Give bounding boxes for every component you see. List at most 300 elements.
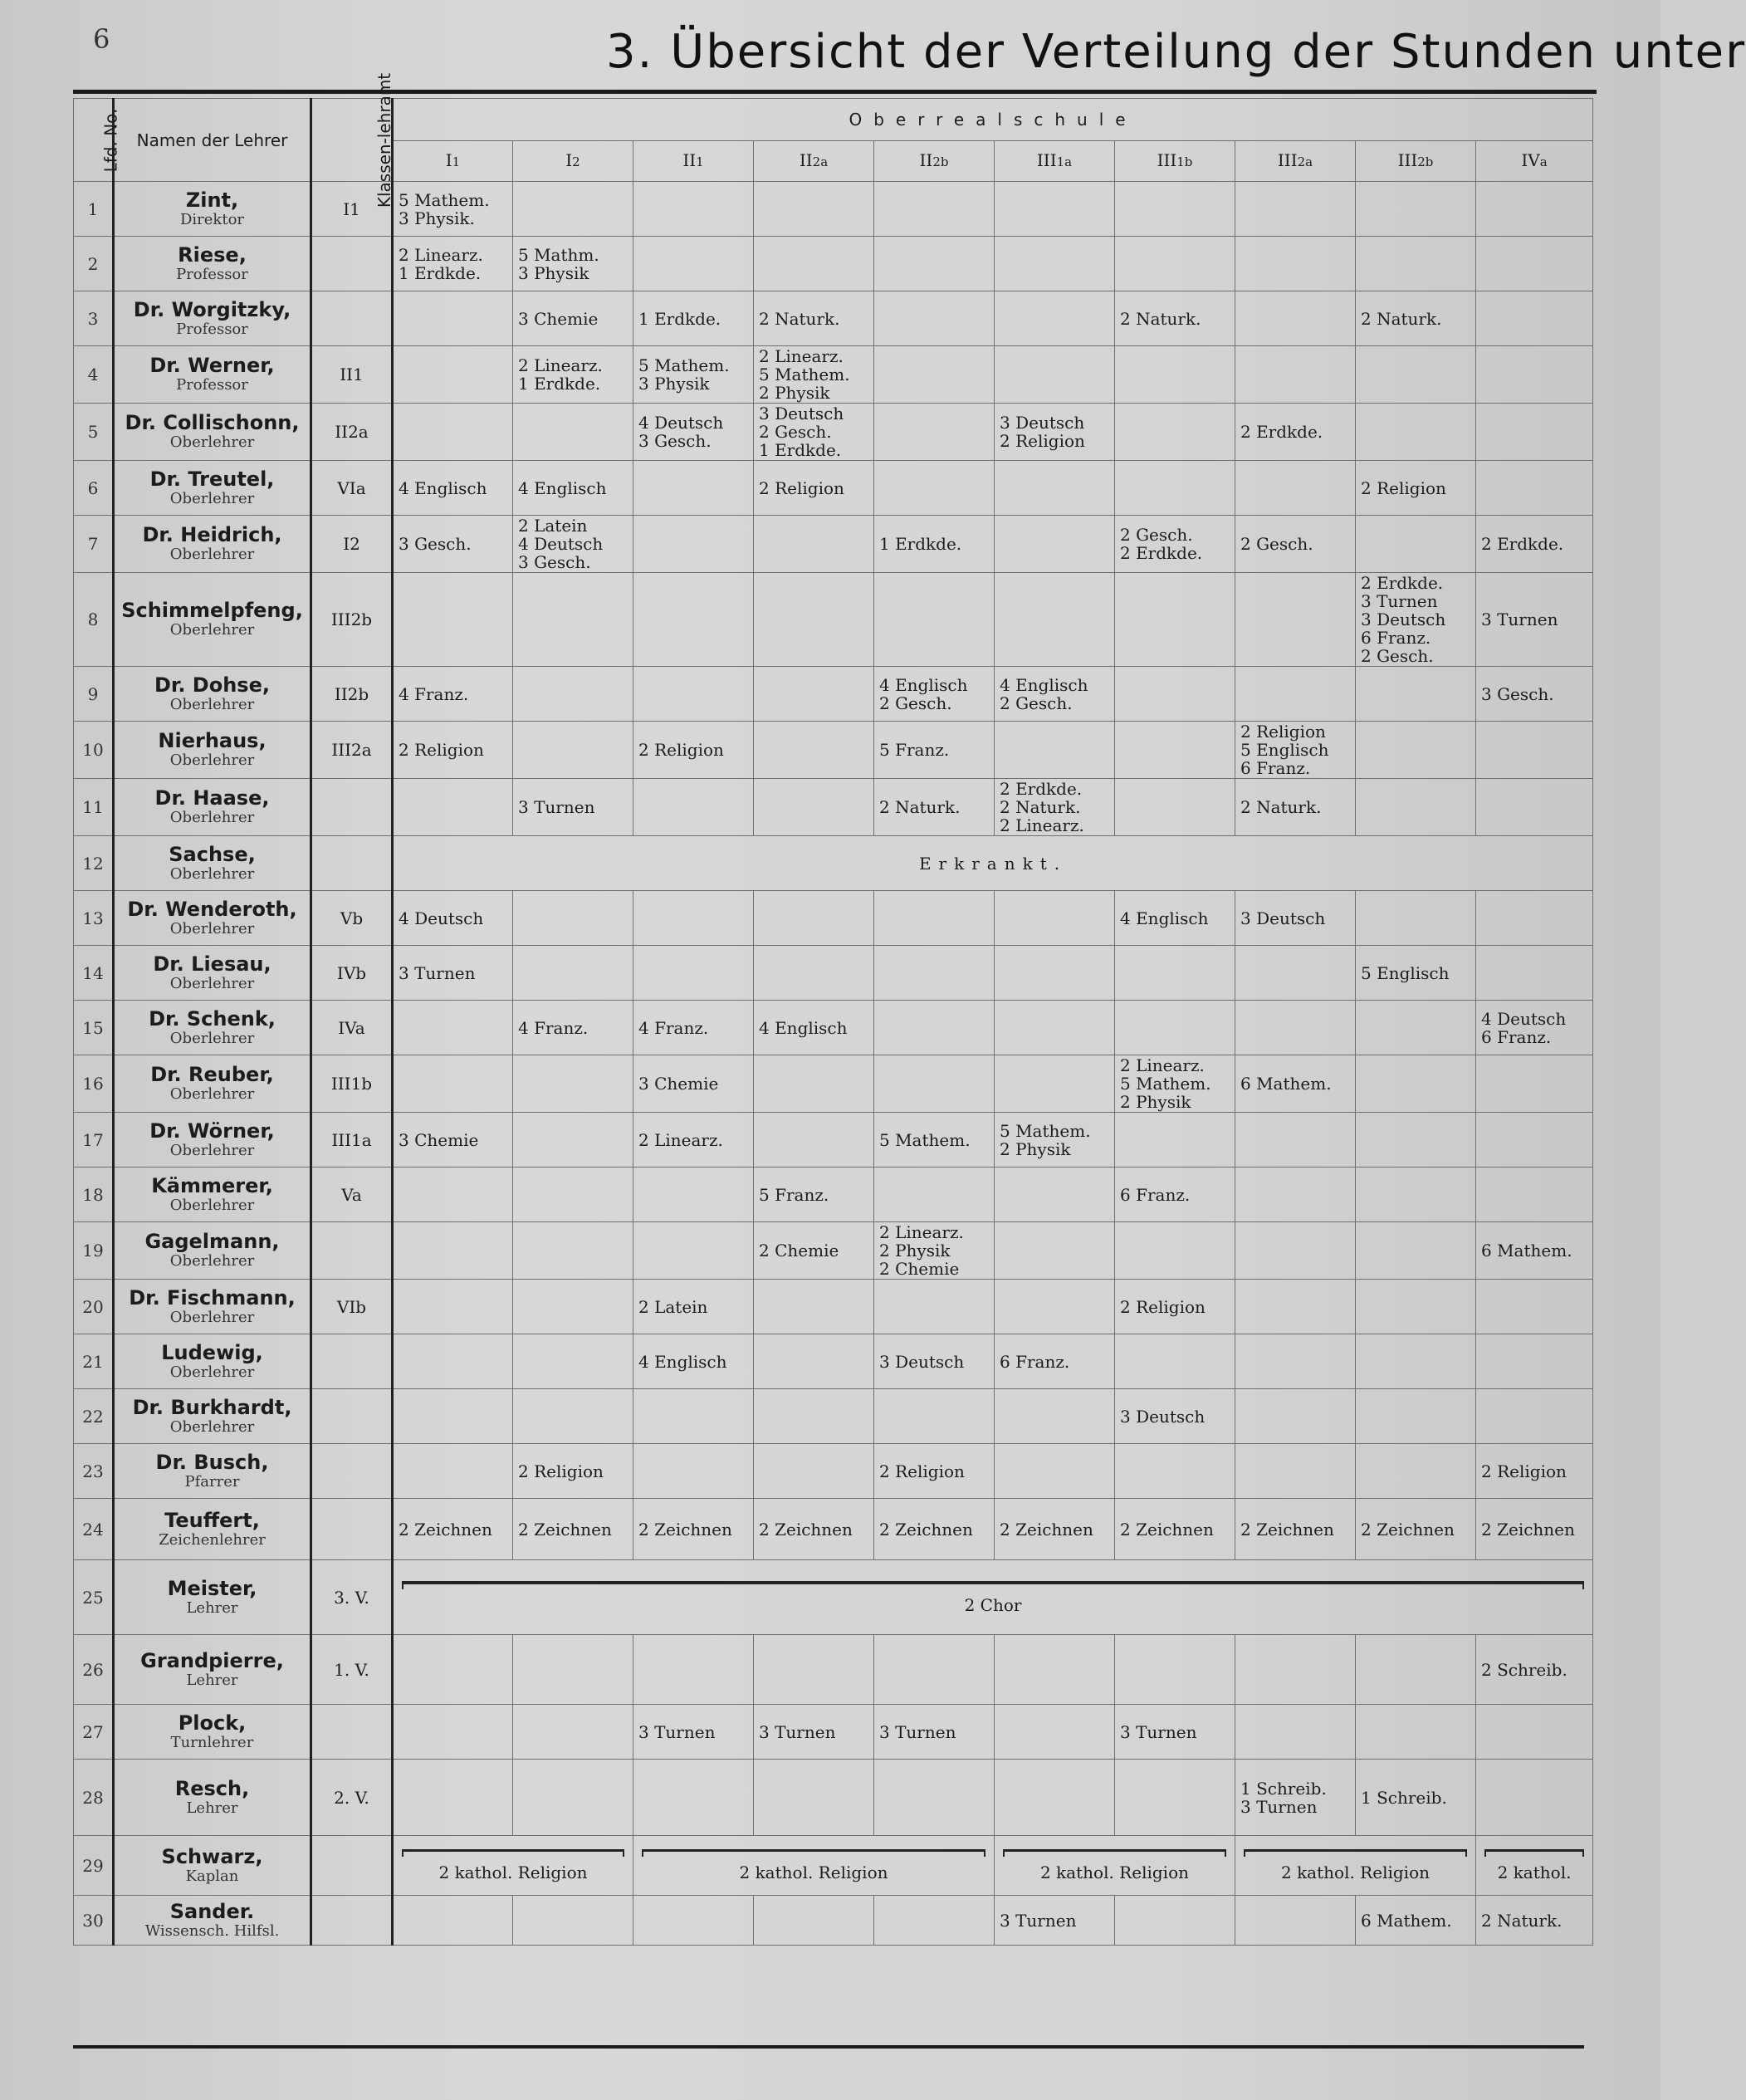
lesson-cell bbox=[1476, 1167, 1593, 1222]
lesson-cell: 6 Mathem. bbox=[1476, 1222, 1593, 1280]
lesson-cell bbox=[1115, 1635, 1235, 1705]
klassenlehramt-cell: VIb bbox=[311, 1280, 393, 1334]
lesson-cell bbox=[1115, 346, 1235, 404]
lesson-cell bbox=[393, 1760, 513, 1836]
row-number: 28 bbox=[74, 1760, 114, 1836]
lesson-cell: 3 Turnen bbox=[754, 1705, 874, 1760]
table-row bbox=[74, 291, 1593, 346]
lesson-cell bbox=[1356, 516, 1476, 573]
class-header-main: II bbox=[682, 150, 697, 170]
lesson-cell bbox=[995, 573, 1115, 667]
lesson-cell bbox=[754, 182, 874, 237]
table-row bbox=[74, 516, 1593, 573]
table-row bbox=[74, 1560, 1593, 1635]
teacher-cell bbox=[114, 836, 311, 891]
row-number: 27 bbox=[74, 1705, 114, 1760]
class-header bbox=[1235, 141, 1356, 182]
klassenlehramt-cell: III1b bbox=[311, 1055, 393, 1113]
klassenlehramt-cell: III2b bbox=[311, 573, 393, 667]
lesson-cell: 3 Turnen bbox=[393, 946, 513, 1001]
lesson-cell: 2 Zeichnen bbox=[513, 1499, 633, 1560]
lesson-cell bbox=[513, 573, 633, 667]
lesson-cell bbox=[1235, 1444, 1356, 1499]
class-header bbox=[633, 141, 754, 182]
teacher-cell bbox=[114, 1055, 311, 1113]
lesson-cell bbox=[393, 1896, 513, 1946]
teacher-cell bbox=[114, 461, 311, 516]
teacher-role: Oberlehrer bbox=[169, 1029, 255, 1047]
lesson-cell: 2 Erdkde. 3 Turnen 3 Deutsch 6 Franz. 2 Gesch. bbox=[1356, 573, 1476, 667]
lesson-cell bbox=[1235, 1334, 1356, 1389]
lesson-cell: 4 Franz. bbox=[513, 1001, 633, 1055]
lesson-cell bbox=[1235, 1113, 1356, 1167]
lesson-cell bbox=[995, 1444, 1115, 1499]
table-row bbox=[74, 946, 1593, 1001]
spanning-note bbox=[393, 836, 1593, 891]
teacher-cell bbox=[114, 946, 311, 1001]
table-row bbox=[74, 1001, 1593, 1055]
lesson-cell bbox=[754, 1389, 874, 1444]
teacher-name: Dr. Fischmann, bbox=[129, 1285, 296, 1309]
lesson-cell bbox=[874, 237, 995, 291]
lesson-cell bbox=[1356, 1001, 1476, 1055]
row-number: 7 bbox=[74, 516, 114, 573]
lesson-cell: 3 Turnen bbox=[1476, 573, 1593, 667]
lesson-cell bbox=[633, 1760, 754, 1836]
lesson-cell bbox=[1476, 946, 1593, 1001]
lesson-cell bbox=[1115, 461, 1235, 516]
klassenlehramt-cell bbox=[311, 237, 393, 291]
class-header-sub: a bbox=[1539, 154, 1548, 169]
lesson-cell: 4 Englisch 2 Gesch. bbox=[995, 667, 1115, 722]
teacher-role: Oberlehrer bbox=[169, 489, 255, 507]
lesson-cell bbox=[874, 1167, 995, 1222]
table-row bbox=[74, 1499, 1593, 1560]
lesson-cell: 2 Erdkde. bbox=[1476, 516, 1593, 573]
lesson-cell: 5 Mathem. 2 Physik bbox=[995, 1113, 1115, 1167]
lesson-cell: 2 Religion bbox=[633, 722, 754, 779]
class-header-sub: 1 bbox=[452, 154, 461, 169]
teacher-role: Oberlehrer bbox=[169, 864, 255, 883]
lesson-cell: 2 Naturk. bbox=[1115, 291, 1235, 346]
teacher-cell bbox=[114, 1896, 311, 1946]
lesson-cell bbox=[995, 1001, 1115, 1055]
class-header bbox=[393, 141, 513, 182]
lesson-cell bbox=[874, 891, 995, 946]
lesson-cell bbox=[1476, 1113, 1593, 1167]
teacher-role: Oberlehrer bbox=[169, 433, 255, 451]
teacher-name: Dr. Reuber, bbox=[150, 1063, 274, 1086]
grouped-lesson-text: 2 kathol. Religion bbox=[1039, 1863, 1189, 1882]
klassenlehramt-cell bbox=[311, 1389, 393, 1444]
lesson-cell bbox=[1356, 1113, 1476, 1167]
bottom-rule bbox=[73, 2045, 1584, 2049]
lesson-cell bbox=[1115, 573, 1235, 667]
teacher-cell bbox=[114, 182, 311, 237]
lesson-cell bbox=[1476, 1389, 1593, 1444]
teacher-cell bbox=[114, 291, 311, 346]
teacher-name: Schwarz, bbox=[161, 1844, 263, 1868]
lesson-cell: 4 Englisch bbox=[393, 461, 513, 516]
row-number: 2 bbox=[74, 237, 114, 291]
lesson-cell bbox=[754, 1896, 874, 1946]
lesson-cell bbox=[513, 1280, 633, 1334]
teacher-name: Dr. Heidrich, bbox=[142, 523, 282, 546]
klassenlehramt-cell bbox=[311, 291, 393, 346]
lesson-cell bbox=[1476, 891, 1593, 946]
table-row bbox=[74, 1055, 1593, 1113]
teacher-name: Dr. Collischonn, bbox=[125, 411, 300, 434]
lesson-cell bbox=[995, 1167, 1115, 1222]
row-number: 22 bbox=[74, 1389, 114, 1444]
lesson-cell: 2 Linearz. 5 Mathem. 2 Physik bbox=[1115, 1055, 1235, 1113]
lesson-cell bbox=[1356, 1280, 1476, 1334]
lesson-cell: 1 Schreib. 3 Turnen bbox=[1235, 1760, 1356, 1836]
lesson-cell bbox=[1356, 779, 1476, 836]
teacher-name: Dr. Burkhardt, bbox=[132, 1395, 292, 1419]
lesson-cell bbox=[393, 1334, 513, 1389]
lesson-cell: 3 Deutsch bbox=[1235, 891, 1356, 946]
klassenlehramt-cell bbox=[311, 1705, 393, 1760]
lesson-cell bbox=[1356, 891, 1476, 946]
lesson-cell bbox=[633, 1444, 754, 1499]
lesson-cell bbox=[754, 1055, 874, 1113]
lesson-cell bbox=[874, 291, 995, 346]
teacher-hours-table bbox=[73, 72, 1593, 1946]
class-header bbox=[1476, 141, 1593, 182]
lesson-cell bbox=[1115, 946, 1235, 1001]
teacher-cell bbox=[114, 1760, 311, 1836]
class-header-sub: 1 bbox=[696, 154, 704, 169]
lesson-cell bbox=[1115, 1444, 1235, 1499]
teacher-role: Oberlehrer bbox=[169, 1085, 255, 1103]
lesson-cell: 4 Franz. bbox=[393, 667, 513, 722]
header-school: Oberrealschule bbox=[393, 99, 1593, 141]
klassenlehramt-cell: IVa bbox=[311, 1001, 393, 1055]
lesson-cell bbox=[633, 1222, 754, 1280]
lesson-cell bbox=[1476, 237, 1593, 291]
lesson-cell: 2 Religion bbox=[513, 1444, 633, 1499]
row-number: 26 bbox=[74, 1635, 114, 1705]
lesson-cell bbox=[633, 182, 754, 237]
grouped-lesson-text: 2 kathol. Religion bbox=[438, 1863, 588, 1882]
row-number: 21 bbox=[74, 1334, 114, 1389]
lesson-cell: 3 Turnen bbox=[633, 1705, 754, 1760]
klassenlehramt-cell bbox=[311, 836, 393, 891]
page-title: 3. Übersicht der Verteilung der Stunden unter bbox=[606, 25, 1746, 79]
lesson-cell bbox=[1115, 237, 1235, 291]
lesson-cell bbox=[1356, 1167, 1476, 1222]
lesson-cell: 2 Naturk. bbox=[1356, 291, 1476, 346]
lesson-cell bbox=[393, 404, 513, 461]
lesson-cell bbox=[633, 461, 754, 516]
lesson-cell bbox=[874, 1055, 995, 1113]
lesson-cell: 2 Zeichnen bbox=[393, 1499, 513, 1560]
lesson-cell: 2 Chemie bbox=[754, 1222, 874, 1280]
lesson-cell: 6 Franz. bbox=[1115, 1167, 1235, 1222]
lesson-cell: 2 Schreib. bbox=[1476, 1635, 1593, 1705]
lesson-cell bbox=[754, 516, 874, 573]
teacher-role: Oberlehrer bbox=[169, 919, 255, 937]
lesson-cell bbox=[1356, 1635, 1476, 1705]
teacher-cell bbox=[114, 1167, 311, 1222]
lesson-cell: 5 Franz. bbox=[754, 1167, 874, 1222]
class-header-sub: 2b bbox=[1417, 154, 1434, 169]
teacher-role: Lehrer bbox=[186, 1598, 238, 1617]
lesson-cell: 2 Zeichnen bbox=[874, 1499, 995, 1560]
lesson-cell: 2 Erdkde. bbox=[1235, 404, 1356, 461]
lesson-cell bbox=[754, 237, 874, 291]
lesson-cell: 4 Englisch bbox=[633, 1334, 754, 1389]
class-header-main: II bbox=[919, 150, 933, 170]
lesson-cell: 2 Religion bbox=[393, 722, 513, 779]
teacher-role: Oberlehrer bbox=[169, 751, 255, 769]
table-row bbox=[74, 346, 1593, 404]
teacher-name: Dr. Schenk, bbox=[149, 1006, 276, 1030]
row-number: 25 bbox=[74, 1560, 114, 1635]
lesson-cell bbox=[513, 1113, 633, 1167]
row-number: 20 bbox=[74, 1280, 114, 1334]
teacher-cell bbox=[114, 1499, 311, 1560]
teacher-name: Sander. bbox=[169, 1899, 255, 1923]
lesson-cell bbox=[1235, 1001, 1356, 1055]
row-number: 15 bbox=[74, 1001, 114, 1055]
lesson-cell: 3 Chemie bbox=[633, 1055, 754, 1113]
lesson-cell bbox=[393, 1280, 513, 1334]
lesson-cell bbox=[1476, 779, 1593, 836]
row-number: 3 bbox=[74, 291, 114, 346]
teacher-cell bbox=[114, 1334, 311, 1389]
teacher-name: Resch, bbox=[174, 1776, 250, 1800]
teacher-name: Riese, bbox=[178, 242, 247, 267]
lesson-cell: 3 Chemie bbox=[393, 1113, 513, 1167]
lesson-cell bbox=[874, 461, 995, 516]
table-row bbox=[74, 1389, 1593, 1444]
lesson-cell bbox=[1476, 1334, 1593, 1389]
table-row bbox=[74, 1222, 1593, 1280]
lesson-cell: 6 Mathem. bbox=[1356, 1896, 1476, 1946]
brace-line bbox=[1484, 1849, 1584, 1857]
lesson-cell bbox=[754, 1280, 874, 1334]
teacher-name: Nierhaus, bbox=[158, 729, 267, 752]
brace-line bbox=[402, 1581, 1584, 1589]
teacher-role: Pfarrer bbox=[184, 1472, 240, 1491]
lesson-cell bbox=[1235, 182, 1356, 237]
class-header-sub: 2b bbox=[932, 154, 949, 169]
lesson-cell: 2 Religion bbox=[874, 1444, 995, 1499]
lesson-cell: 2 Zeichnen bbox=[1476, 1499, 1593, 1560]
lesson-cell bbox=[995, 891, 1115, 946]
teacher-role: Oberlehrer bbox=[169, 621, 255, 639]
klassenlehramt-cell: III1a bbox=[311, 1113, 393, 1167]
header-names: Namen der Lehrer bbox=[114, 99, 311, 182]
lesson-cell bbox=[1356, 404, 1476, 461]
lesson-cell: 2 Religion bbox=[1476, 1444, 1593, 1499]
class-header-sub: 1b bbox=[1176, 154, 1193, 169]
lesson-cell bbox=[995, 461, 1115, 516]
teacher-cell bbox=[114, 779, 311, 836]
lesson-cell: 4 Englisch bbox=[513, 461, 633, 516]
lesson-cell bbox=[995, 1055, 1115, 1113]
teacher-name: Teuffert, bbox=[164, 1508, 260, 1532]
klassenlehramt-cell: Va bbox=[311, 1167, 393, 1222]
lesson-cell bbox=[1356, 1705, 1476, 1760]
table-row bbox=[74, 573, 1593, 667]
lesson-cell bbox=[1235, 1222, 1356, 1280]
lesson-cell bbox=[995, 1760, 1115, 1836]
lesson-cell bbox=[633, 891, 754, 946]
table-row bbox=[74, 891, 1593, 946]
table-row bbox=[74, 1760, 1593, 1836]
lesson-cell bbox=[995, 182, 1115, 237]
teacher-cell bbox=[114, 1389, 311, 1444]
spanning-note-text: 2 Chor bbox=[964, 1594, 1022, 1615]
teacher-name: Dr. Liesau, bbox=[153, 952, 271, 976]
lesson-cell bbox=[1356, 237, 1476, 291]
lesson-cell bbox=[874, 1760, 995, 1836]
lesson-cell: 2 Zeichnen bbox=[754, 1499, 874, 1560]
lesson-cell: 2 Naturk. bbox=[1476, 1896, 1593, 1946]
klassenlehramt-cell bbox=[311, 779, 393, 836]
header-klassenlehramt bbox=[311, 72, 395, 208]
lesson-cell bbox=[874, 182, 995, 237]
row-number: 23 bbox=[74, 1444, 114, 1499]
lesson-cell bbox=[513, 1635, 633, 1705]
lesson-cell: 4 Englisch 2 Gesch. bbox=[874, 667, 995, 722]
lesson-cell bbox=[995, 346, 1115, 404]
lesson-cell: 2 Zeichnen bbox=[1115, 1499, 1235, 1560]
lesson-cell bbox=[1115, 1760, 1235, 1836]
row-number: 19 bbox=[74, 1222, 114, 1280]
header-lfd-no bbox=[74, 99, 121, 182]
klassenlehramt-cell bbox=[311, 1836, 393, 1896]
klassenlehramt-cell: 1. V. bbox=[311, 1635, 393, 1705]
lesson-cell bbox=[1476, 722, 1593, 779]
teacher-cell bbox=[114, 667, 311, 722]
lesson-cell: 2 Naturk. bbox=[874, 779, 995, 836]
klassenlehramt-cell: I1 bbox=[311, 182, 393, 237]
lesson-cell: 3 Turnen bbox=[1115, 1705, 1235, 1760]
lesson-cell: 2 Linearz. 5 Mathem. 2 Physik bbox=[754, 346, 874, 404]
lesson-cell bbox=[754, 573, 874, 667]
lesson-cell: 3 Deutsch bbox=[874, 1334, 995, 1389]
teacher-cell bbox=[114, 722, 311, 779]
klassenlehramt-cell: Vb bbox=[311, 891, 393, 946]
klassenlehramt-cell: II2b bbox=[311, 667, 393, 722]
teacher-role: Oberlehrer bbox=[169, 1252, 255, 1270]
teacher-cell bbox=[114, 573, 311, 667]
lesson-cell: 6 Franz. bbox=[995, 1334, 1115, 1389]
lesson-cell bbox=[1235, 346, 1356, 404]
lesson-cell bbox=[1235, 946, 1356, 1001]
row-number: 29 bbox=[74, 1836, 114, 1896]
title-rule bbox=[73, 90, 1597, 94]
class-header-main: I bbox=[565, 150, 573, 170]
lesson-cell bbox=[874, 1389, 995, 1444]
lesson-cell: 2 Gesch. bbox=[1235, 516, 1356, 573]
grouped-lesson-text: 2 kathol. Religion bbox=[1280, 1863, 1430, 1882]
lesson-cell bbox=[1235, 1280, 1356, 1334]
lesson-cell bbox=[1115, 1334, 1235, 1389]
lesson-cell bbox=[995, 516, 1115, 573]
teacher-name: Grandpierre, bbox=[140, 1648, 284, 1672]
table-row bbox=[74, 836, 1593, 891]
lesson-cell bbox=[633, 1896, 754, 1946]
teacher-cell bbox=[114, 346, 311, 404]
lesson-cell: 5 Mathem. 3 Physik bbox=[633, 346, 754, 404]
table-row bbox=[74, 1167, 1593, 1222]
teacher-role: Professor bbox=[176, 265, 248, 283]
lesson-cell bbox=[754, 722, 874, 779]
brace-line bbox=[402, 1849, 624, 1857]
lesson-cell bbox=[1476, 182, 1593, 237]
lesson-cell: 2 Religion 5 Englisch 6 Franz. bbox=[1235, 722, 1356, 779]
teacher-role: Oberlehrer bbox=[169, 1196, 255, 1214]
lesson-cell bbox=[874, 573, 995, 667]
lesson-cell: 4 Deutsch 3 Gesch. bbox=[633, 404, 754, 461]
row-number: 4 bbox=[74, 346, 114, 404]
row-number: 14 bbox=[74, 946, 114, 1001]
lesson-cell: 2 Linearz. 1 Erdkde. bbox=[513, 346, 633, 404]
teacher-role: Lehrer bbox=[186, 1671, 238, 1689]
lesson-cell bbox=[513, 182, 633, 237]
grouped-lesson bbox=[393, 1836, 633, 1896]
class-header-main: I bbox=[445, 150, 452, 170]
lesson-cell bbox=[874, 1001, 995, 1055]
lesson-cell bbox=[513, 1389, 633, 1444]
row-number: 9 bbox=[74, 667, 114, 722]
lesson-cell: 3 Deutsch 2 Religion bbox=[995, 404, 1115, 461]
lesson-cell bbox=[633, 516, 754, 573]
lesson-cell bbox=[1476, 461, 1593, 516]
lesson-cell: 3 Turnen bbox=[513, 779, 633, 836]
teacher-role: Kaplan bbox=[185, 1867, 239, 1885]
teacher-role: Direktor bbox=[179, 210, 245, 228]
teacher-role: Zeichenlehrer bbox=[159, 1530, 266, 1549]
teacher-cell bbox=[114, 1222, 311, 1280]
spanning-note bbox=[393, 1560, 1593, 1635]
class-header-main: III bbox=[1397, 150, 1418, 170]
lesson-cell bbox=[393, 1222, 513, 1280]
lesson-cell bbox=[393, 1635, 513, 1705]
lesson-cell bbox=[874, 1635, 995, 1705]
lesson-cell bbox=[1235, 461, 1356, 516]
teacher-cell bbox=[114, 1635, 311, 1705]
teacher-name: Dr. Wörner, bbox=[149, 1119, 275, 1143]
row-number: 16 bbox=[74, 1055, 114, 1113]
lesson-cell bbox=[1115, 667, 1235, 722]
lesson-cell bbox=[1235, 667, 1356, 722]
teacher-role: Oberlehrer bbox=[169, 1363, 255, 1381]
class-header bbox=[874, 141, 995, 182]
teacher-name: Kämmerer, bbox=[151, 1173, 273, 1197]
table-row bbox=[74, 1280, 1593, 1334]
lesson-cell: 2 Linearz. 2 Physik 2 Chemie bbox=[874, 1222, 995, 1280]
lesson-cell bbox=[513, 1167, 633, 1222]
table-row bbox=[74, 1705, 1593, 1760]
lesson-cell bbox=[1115, 722, 1235, 779]
lesson-cell: 2 Latein bbox=[633, 1280, 754, 1334]
row-number: 12 bbox=[74, 836, 114, 891]
teacher-name: Plock, bbox=[178, 1711, 247, 1735]
lesson-cell: 3 Gesch. bbox=[1476, 667, 1593, 722]
lesson-cell bbox=[1476, 1055, 1593, 1113]
lesson-cell bbox=[1115, 1113, 1235, 1167]
teacher-name: Ludewig, bbox=[161, 1340, 263, 1364]
lesson-cell: 2 Religion bbox=[754, 461, 874, 516]
row-number: 30 bbox=[74, 1896, 114, 1946]
lesson-cell bbox=[754, 1635, 874, 1705]
